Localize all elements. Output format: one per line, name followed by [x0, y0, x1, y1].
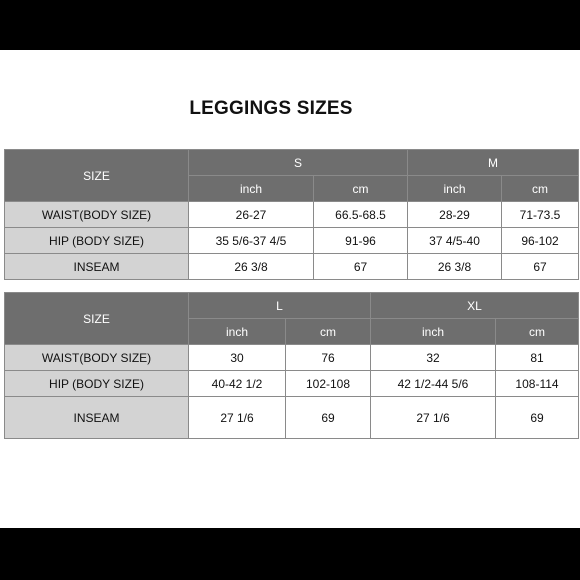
table-cell: 69 [286, 397, 371, 439]
table-cell: 32 [371, 345, 496, 371]
table-row [5, 371, 579, 397]
table-cell: 40-42 1/2 [189, 371, 286, 397]
size-header: SIZE [5, 293, 189, 345]
table-cell: 67 [502, 254, 579, 280]
table-cell: 91-96 [314, 228, 408, 254]
row-label: WAIST(BODY SIZE) [5, 345, 189, 371]
unit-header: cm [496, 319, 579, 345]
unit-header: inch [189, 319, 286, 345]
size-group-header: M [408, 150, 579, 176]
table-cell: 27 1/6 [189, 397, 286, 439]
table-cell: 69 [496, 397, 579, 439]
table-cell: 66.5-68.5 [314, 202, 408, 228]
table-cell: 28-29 [408, 202, 502, 228]
page-title: LEGGINGS SIZES [189, 98, 353, 119]
top-black-bar [0, 0, 580, 50]
size-group-header: L [189, 293, 371, 319]
unit-header: cm [314, 176, 408, 202]
table-cell: 96-102 [502, 228, 579, 254]
size-group-header: S [189, 150, 408, 176]
size-table-l-xl [4, 292, 579, 439]
table-cell: 26-27 [189, 202, 314, 228]
unit-header: cm [286, 319, 371, 345]
size-table-s-m [4, 149, 579, 280]
table-row [5, 228, 579, 254]
row-label: INSEAM [5, 254, 189, 280]
table-cell: 108-114 [496, 371, 579, 397]
row-label: WAIST(BODY SIZE) [5, 202, 189, 228]
unit-header: inch [189, 176, 314, 202]
table-cell: 37 4/5-40 [408, 228, 502, 254]
unit-header: cm [502, 176, 579, 202]
table-cell: 42 1/2-44 5/6 [371, 371, 496, 397]
table-row [5, 397, 579, 439]
row-label: INSEAM [5, 397, 189, 439]
table-cell: 27 1/6 [371, 397, 496, 439]
table-cell: 81 [496, 345, 579, 371]
table-cell: 35 5/6-37 4/5 [189, 228, 314, 254]
size-header: SIZE [5, 150, 189, 202]
table-row [5, 345, 579, 371]
table-row [5, 254, 579, 280]
table-cell: 76 [286, 345, 371, 371]
table-row [5, 202, 579, 228]
table-cell: 26 3/8 [189, 254, 314, 280]
size-group-header: XL [371, 293, 579, 319]
bottom-black-bar [0, 528, 580, 580]
unit-header: inch [371, 319, 496, 345]
row-label: HIP (BODY SIZE) [5, 228, 189, 254]
table-cell: 26 3/8 [408, 254, 502, 280]
table-cell: 30 [189, 345, 286, 371]
table-cell: 71-73.5 [502, 202, 579, 228]
unit-header: inch [408, 176, 502, 202]
row-label: HIP (BODY SIZE) [5, 371, 189, 397]
table-cell: 67 [314, 254, 408, 280]
table-cell: 102-108 [286, 371, 371, 397]
